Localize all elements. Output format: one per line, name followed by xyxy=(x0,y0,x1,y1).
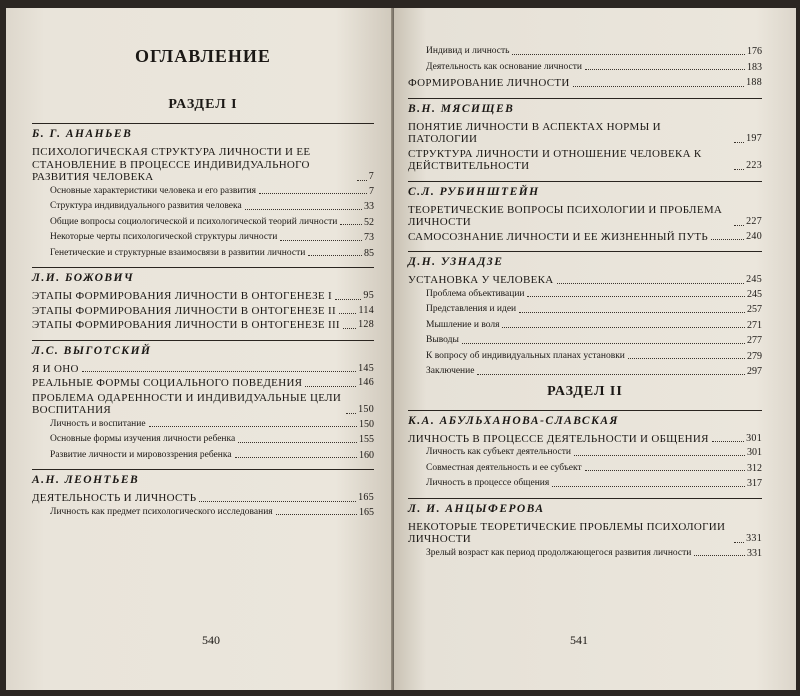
toc-subentry xyxy=(408,478,762,490)
dot-leader xyxy=(462,343,745,344)
dot-leader xyxy=(574,455,745,456)
dot-leader xyxy=(628,358,745,359)
page-number-right: 541 xyxy=(570,633,588,647)
entry-title: Основные формы изучения личности ребенка xyxy=(50,434,236,444)
entry-title: Зрелый возраст как период продолжающегося развития личности xyxy=(426,547,692,558)
entry-title: ПСИХОЛОГИЧЕСКАЯ СТРУКТУРА ЛИЧНОСТИ И ЕЕ СТАНОВЛЕНИЕ В ПРОЦЕССЕ ИНДИВИДУАЛЬНОГО РАЗВИТИЯ ЧЕЛОВЕКА xyxy=(32,146,311,183)
toc-entry xyxy=(408,148,762,173)
entry-title: Личность как предмет психологического исследования xyxy=(50,506,273,517)
entry-page-number: 52 xyxy=(364,216,374,228)
entry-page-number: 188 xyxy=(746,77,762,88)
toc-subentry xyxy=(32,450,374,462)
dot-leader xyxy=(711,239,744,240)
entry-page-number: 331 xyxy=(747,547,762,559)
dot-leader xyxy=(199,501,356,502)
toc-entry xyxy=(408,77,762,90)
toc-entry xyxy=(408,521,762,546)
entry-page-number: 223 xyxy=(746,160,762,171)
entry-page-number: 95 xyxy=(363,290,374,301)
right-page xyxy=(394,8,796,690)
toc-subentry xyxy=(408,351,762,363)
entry-page-number: 146 xyxy=(358,377,374,388)
entry-title: Генетические и структурные взаимосвязи в развитии личности xyxy=(50,247,306,258)
toc-entry xyxy=(32,363,374,376)
entry-title: Я И ОНО xyxy=(32,362,79,375)
toc-entry xyxy=(408,274,762,287)
dot-leader xyxy=(585,69,745,70)
toc-subentry xyxy=(408,289,762,301)
toc-subentry xyxy=(32,248,374,260)
entry-title: Представления и идеи xyxy=(426,304,517,314)
dot-leader xyxy=(340,224,362,225)
dot-leader xyxy=(238,442,357,443)
entry-page-number: 176 xyxy=(747,46,762,57)
entry-title: ПРОБЛЕМА ОДАРЕННОСТИ И ИНДИВИДУАЛЬНЫЕ ЦЕЛИ ВОСПИТАНИЯ xyxy=(32,391,342,416)
section-title-1: РАЗДЕЛ I xyxy=(168,97,238,112)
entry-page-number: 128 xyxy=(358,319,374,330)
toc-entry xyxy=(32,392,374,417)
entry-page-number: 312 xyxy=(747,462,762,474)
entry-page-number: 331 xyxy=(746,533,762,544)
entry-title: Совместная деятельность и ее субъект xyxy=(426,462,582,473)
entry-title: Личность как субъект деятельности xyxy=(426,447,571,457)
left-page xyxy=(6,8,394,690)
author-heading: А.Н. ЛЕОНТЬЕВ xyxy=(32,469,374,486)
toc-entry xyxy=(32,290,374,303)
entry-page-number: 7 xyxy=(368,171,374,182)
dot-leader xyxy=(305,386,356,387)
entry-title: ЭТАПЫ ФОРМИРОВАНИЯ ЛИЧНОСТИ В ОНТОГЕНЕЗЕ II xyxy=(32,304,336,317)
toc-entry xyxy=(408,204,762,229)
toc-subentry xyxy=(408,46,762,58)
author-heading: С.Л. РУБИНШТЕЙН xyxy=(408,181,762,198)
entry-page-number: 114 xyxy=(358,304,374,316)
entry-page-number: 197 xyxy=(746,133,762,144)
entry-page-number: 227 xyxy=(746,216,762,227)
author-heading: К.А. АБУЛЬХАНОВА-СЛАВСКАЯ xyxy=(408,410,762,427)
toc-entry xyxy=(32,305,374,318)
entry-title: ЛИЧНОСТЬ В ПРОЦЕССЕ ДЕЯТЕЛЬНОСТИ И ОБЩЕНИЯ xyxy=(408,432,709,445)
entry-page-number: 240 xyxy=(746,230,762,242)
entry-page-number: 183 xyxy=(747,61,762,73)
dot-leader xyxy=(339,313,357,314)
entry-page-number: 165 xyxy=(359,506,374,518)
toc-subentry xyxy=(32,507,374,519)
dot-leader xyxy=(149,426,357,427)
entry-title: Развитие личности и мировоззрения ребенка xyxy=(50,449,232,460)
toc-title: ОГЛАВЛЕНИЕ xyxy=(135,46,271,66)
entry-title: Структура индивидуального развития человека xyxy=(50,201,242,211)
entry-title: ЭТАПЫ ФОРМИРОВАНИЯ ЛИЧНОСТИ В ОНТОГЕНЕЗЕ III xyxy=(32,319,340,331)
dot-leader xyxy=(477,374,745,375)
toc-subentry xyxy=(408,335,762,347)
entry-title: Основные характеристики человека и его развития xyxy=(50,185,257,196)
dot-leader xyxy=(335,299,361,300)
dot-leader xyxy=(280,240,362,241)
left-toc-list xyxy=(32,123,374,518)
entry-page-number: 85 xyxy=(364,247,374,259)
dot-leader xyxy=(585,470,745,471)
entry-title: Личность в процессе общения xyxy=(426,478,550,488)
entry-title: НЕКОТОРЫЕ ТЕОРЕТИЧЕСКИЕ ПРОБЛЕМЫ ПСИХОЛОГИИ ЛИЧНОСТИ xyxy=(408,520,726,545)
toc-subentry xyxy=(408,366,762,378)
entry-page-number: 165 xyxy=(358,492,374,503)
dot-leader xyxy=(734,169,744,170)
toc-subentry xyxy=(408,447,762,459)
entry-title: Проблема объективации xyxy=(426,288,525,299)
entry-title: Индивид и личность xyxy=(426,46,510,56)
entry-title: Личность и воспитание xyxy=(50,418,146,429)
dot-leader xyxy=(343,328,356,329)
dot-leader xyxy=(357,180,367,181)
toc-subentry xyxy=(32,201,374,213)
entry-title: ПОНЯТИЕ ЛИЧНОСТИ В АСПЕКТАХ НОРМЫ И ПАТОЛОГИИ xyxy=(408,120,661,145)
entry-title: Некоторые черты психологической структуры личности xyxy=(50,232,278,242)
toc-subentry xyxy=(32,232,374,244)
toc-entry xyxy=(32,146,374,184)
right-toc-list-2 xyxy=(408,410,762,560)
dot-leader xyxy=(346,413,356,414)
toc-subentry xyxy=(32,419,374,431)
entry-page-number: 301 xyxy=(746,432,762,444)
toc-entry xyxy=(32,319,374,332)
toc-subentry xyxy=(408,320,762,332)
entry-title: Мышление и воля xyxy=(426,319,500,330)
entry-page-number: 73 xyxy=(364,232,374,243)
author-heading: Л.С. ВЫГОТСКИЙ xyxy=(32,340,374,357)
entry-page-number: 145 xyxy=(358,362,374,374)
entry-title: САМОСОЗНАНИЕ ЛИЧНОСТИ И ЕЕ ЖИЗНЕННЫЙ ПУТЬ xyxy=(408,230,709,243)
author-heading: В.Н. МЯСИЩЕВ xyxy=(408,98,762,115)
dot-leader xyxy=(694,555,745,556)
entry-title: Деятельность как основание личности xyxy=(426,61,582,72)
dot-leader xyxy=(82,371,356,372)
dot-leader xyxy=(557,283,745,284)
author-heading: Б. Г. АНАНЬЕВ xyxy=(32,123,374,140)
dot-leader xyxy=(276,514,357,515)
entry-page-number: 160 xyxy=(359,449,374,461)
entry-page-number: 33 xyxy=(364,201,374,212)
toc-subentry xyxy=(32,434,374,446)
dot-leader xyxy=(734,542,744,543)
author-heading: Л. И. АНЦЫФЕРОВА xyxy=(408,498,762,515)
toc-entry xyxy=(408,433,762,446)
entry-title: ТЕОРЕТИЧЕСКИЕ ВОПРОСЫ ПСИХОЛОГИИ И ПРОБЛЕМА ЛИЧНОСТИ xyxy=(408,203,723,228)
toc-subentry xyxy=(32,217,374,229)
toc-subentry xyxy=(32,186,374,198)
toc-subentry xyxy=(408,463,762,475)
author-heading: Л.И. БОЖОВИЧ xyxy=(32,267,374,284)
dot-leader xyxy=(734,225,744,226)
page-number-left: 540 xyxy=(202,633,220,647)
entry-title: УСТАНОВКА У ЧЕЛОВЕКА xyxy=(408,274,554,286)
entry-page-number: 297 xyxy=(747,366,762,377)
toc-entry xyxy=(32,377,374,390)
entry-title: Выводы xyxy=(426,335,459,345)
entry-page-number: 155 xyxy=(359,434,374,445)
dot-leader xyxy=(235,457,357,458)
entry-page-number: 277 xyxy=(747,335,762,346)
entry-page-number: 301 xyxy=(747,447,762,458)
dot-leader xyxy=(527,296,745,297)
entry-title: ЭТАПЫ ФОРМИРОВАНИЯ ЛИЧНОСТИ В ОНТОГЕНЕЗЕ I xyxy=(32,290,332,302)
dot-leader xyxy=(512,54,745,55)
right-toc-list xyxy=(408,98,762,378)
dot-leader xyxy=(308,255,362,256)
entry-title: Заключение xyxy=(426,366,475,376)
entry-title: К вопросу об индивидуальных планах установки xyxy=(426,350,625,361)
dot-leader xyxy=(573,86,744,87)
entry-page-number: 7 xyxy=(369,185,374,197)
dot-leader xyxy=(502,327,745,328)
toc-subentry xyxy=(408,62,762,74)
entry-title: Общие вопросы социологической и психологической теорий личности xyxy=(50,216,338,227)
entry-page-number: 245 xyxy=(747,288,762,300)
dot-leader xyxy=(734,142,744,143)
dot-leader xyxy=(245,209,362,210)
author-heading: Д.Н. УЗНАДЗЕ xyxy=(408,251,762,268)
dot-leader xyxy=(259,193,367,194)
entry-page-number: 279 xyxy=(747,350,762,362)
entry-page-number: 150 xyxy=(358,404,374,415)
toc-entry xyxy=(32,492,374,505)
dot-leader xyxy=(519,312,745,313)
toc-entry xyxy=(408,121,762,146)
entry-page-number: 150 xyxy=(359,418,374,430)
toc-subentry xyxy=(408,304,762,316)
entry-title: ДЕЯТЕЛЬНОСТЬ И ЛИЧНОСТЬ xyxy=(32,492,197,504)
toc-subentry xyxy=(408,548,762,560)
right-continued-list xyxy=(408,46,762,90)
entry-title: ФОРМИРОВАНИЕ ЛИЧНОСТИ xyxy=(408,77,570,89)
entry-title: РЕАЛЬНЫЕ ФОРМЫ СОЦИАЛЬНОГО ПОВЕДЕНИЯ xyxy=(32,377,303,389)
entry-page-number: 257 xyxy=(747,304,762,315)
toc-entry xyxy=(408,231,762,244)
entry-title: СТРУКТУРА ЛИЧНОСТИ И ОТНОШЕНИЕ ЧЕЛОВЕКА К ДЕЙСТВИТЕЛЬНОСТИ xyxy=(408,147,702,172)
entry-page-number: 317 xyxy=(747,478,762,489)
entry-page-number: 271 xyxy=(747,319,762,331)
section-title-2: РАЗДЕЛ II xyxy=(547,383,623,399)
entry-page-number: 245 xyxy=(746,274,762,285)
dot-leader xyxy=(712,441,744,442)
dot-leader xyxy=(552,486,745,487)
